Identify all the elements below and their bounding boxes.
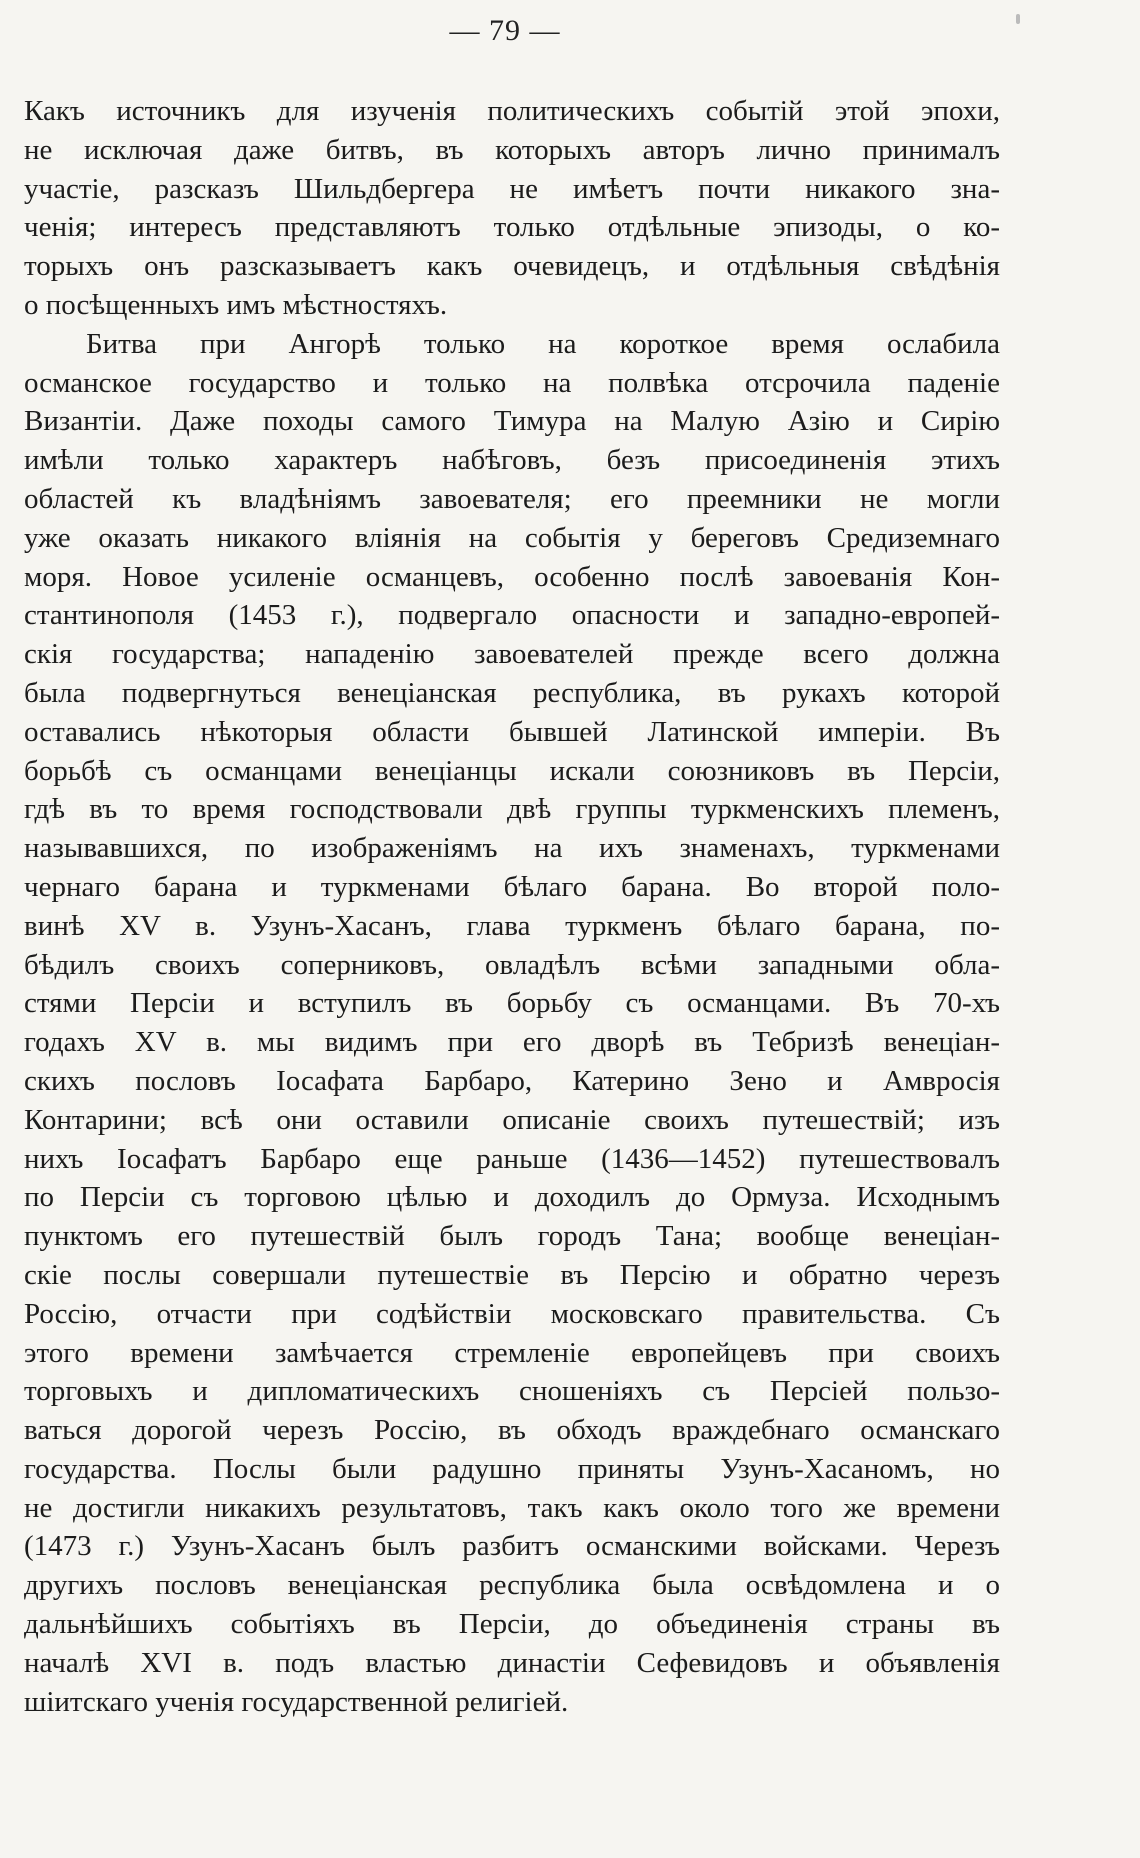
text-line: Какъ источникъ для изученія политическихъ событій этой эпохи, <box>24 95 1000 127</box>
text-line: имѣли только характеръ набѣговъ, безъ присоединенія этихъ <box>24 444 1000 477</box>
text-line: не исключая даже битвъ, въ которыхъ авторъ лично принималъ <box>24 133 1000 166</box>
text-line: скихъ пословъ Іосафата Барбаро, Катерино Зено и Амвросія <box>24 1064 1000 1097</box>
paper-speck <box>1016 14 1020 24</box>
text-line: дальнѣйшихъ событіяхъ въ Персіи, до объединенія страны въ <box>24 1608 1000 1641</box>
text-line: моря. Новое усиленіе османцевъ, особенно послѣ завоеванія Кон- <box>24 560 1000 593</box>
text-line: Битва при Ангорѣ только на короткое время ослабила <box>86 327 1000 360</box>
text-line: государства. Послы были радушно приняты Узунъ-Хасаномъ, но <box>24 1452 1000 1485</box>
page-number: — 79 — <box>449 14 561 47</box>
text-line: стантинополя (1453 г.), подвергало опасности и западно-европей- <box>24 599 1000 632</box>
text-line: османское государство и только на полвѣка отсрочила паденіе <box>24 366 1000 399</box>
text-line: оставались нѣкоторыя области бывшей Латинской имперіи. Въ <box>24 715 1000 748</box>
text-line: торыхъ онъ разсказываетъ какъ очевидецъ, и отдѣльныя свѣдѣнія <box>24 250 1000 283</box>
text-line: называвшихся, по изображеніямъ на ихъ знаменахъ, туркменами <box>24 832 1000 865</box>
text-line: винѣ XV в. Узунъ-Хасанъ, глава туркменъ бѣлаго барана, по- <box>24 909 1000 942</box>
text-line: нихъ Іосафатъ Барбаро еще раньше (1436—1452) путешествовалъ <box>24 1142 1000 1175</box>
text-line: Византіи. Даже походы самого Тимура на Малую Азію и Сирію <box>24 405 1000 438</box>
text-line: ваться дорогой черезъ Россію, въ обходъ враждебнаго османскаго <box>24 1414 1000 1447</box>
text-line: не достигли никакихъ результатовъ, такъ какъ около того же времени <box>24 1491 1000 1524</box>
text-line: шіитскаго ученія государственной религіей. <box>24 1685 569 1718</box>
text-line: участіе, разсказъ Шильдбергера не имѣетъ почти никакого зна- <box>24 172 1000 205</box>
text-line: скіе послы совершали путешествіе въ Персію и обратно черезъ <box>24 1258 1000 1291</box>
text-line: гдѣ въ то время господствовали двѣ группы туркменскихъ племенъ, <box>24 793 1000 826</box>
text-line: Контарини; всѣ они оставили описаніе своихъ путешествій; изъ <box>24 1103 1000 1136</box>
text-line: бѣдилъ своихъ соперниковъ, овладѣлъ всѣми западными обла- <box>24 948 1000 981</box>
text-line: Россію, отчасти при содѣйствіи московскаго правительства. Съ <box>24 1297 1000 1330</box>
text-line: уже оказать никакого вліянія на событія у береговъ Средиземнаго <box>24 521 1000 554</box>
text-line: пунктомъ его путешествій былъ городъ Тана; вообще венеціан- <box>24 1220 1000 1253</box>
text-line: по Персіи съ торговою цѣлью и доходилъ до Ормуза. Исходнымъ <box>24 1181 1000 1214</box>
text-line: борьбѣ съ османцами венеціанцы искали союзниковъ въ Персіи, <box>24 754 1000 787</box>
text-line: годахъ XV в. мы видимъ при его дворѣ въ Тебризѣ венеціан- <box>24 1026 1000 1059</box>
text-line: областей къ владѣніямъ завоевателя; его преемники не могли <box>24 482 1000 515</box>
text-line: торговыхъ и дипломатическихъ сношеніяхъ съ Персіей пользо- <box>24 1375 1000 1408</box>
text-line: скія государства; нападенію завоевателей прежде всего должна <box>24 638 1000 671</box>
text-line: началѣ XVI в. подъ властью династіи Сефевидовъ и объявленія <box>24 1646 1000 1679</box>
text-line: о посѣщенныхъ имъ мѣстностяхъ. <box>24 288 448 321</box>
text-line: была подвергнуться венеціанская республика, въ рукахъ которой <box>24 676 1000 709</box>
text-line: чернаго барана и туркменами бѣлаго барана. Во второй поло- <box>24 870 1000 903</box>
text-line: другихъ пословъ венеціанская республика была освѣдомлена и о <box>24 1569 1000 1602</box>
text-line: стями Персіи и вступилъ въ борьбу съ османцами. Въ 70-хъ <box>24 987 1000 1020</box>
body-text <box>24 92 1000 1721</box>
text-line: (1473 г.) Узунъ-Хасанъ былъ разбитъ османскими войсками. Черезъ <box>24 1530 1000 1563</box>
text-line: этого времени замѣчается стремленіе европейцевъ при своихъ <box>24 1336 1000 1369</box>
text-line: ченія; интересъ представляютъ только отдѣльные эпизоды, о ко- <box>24 211 1000 244</box>
